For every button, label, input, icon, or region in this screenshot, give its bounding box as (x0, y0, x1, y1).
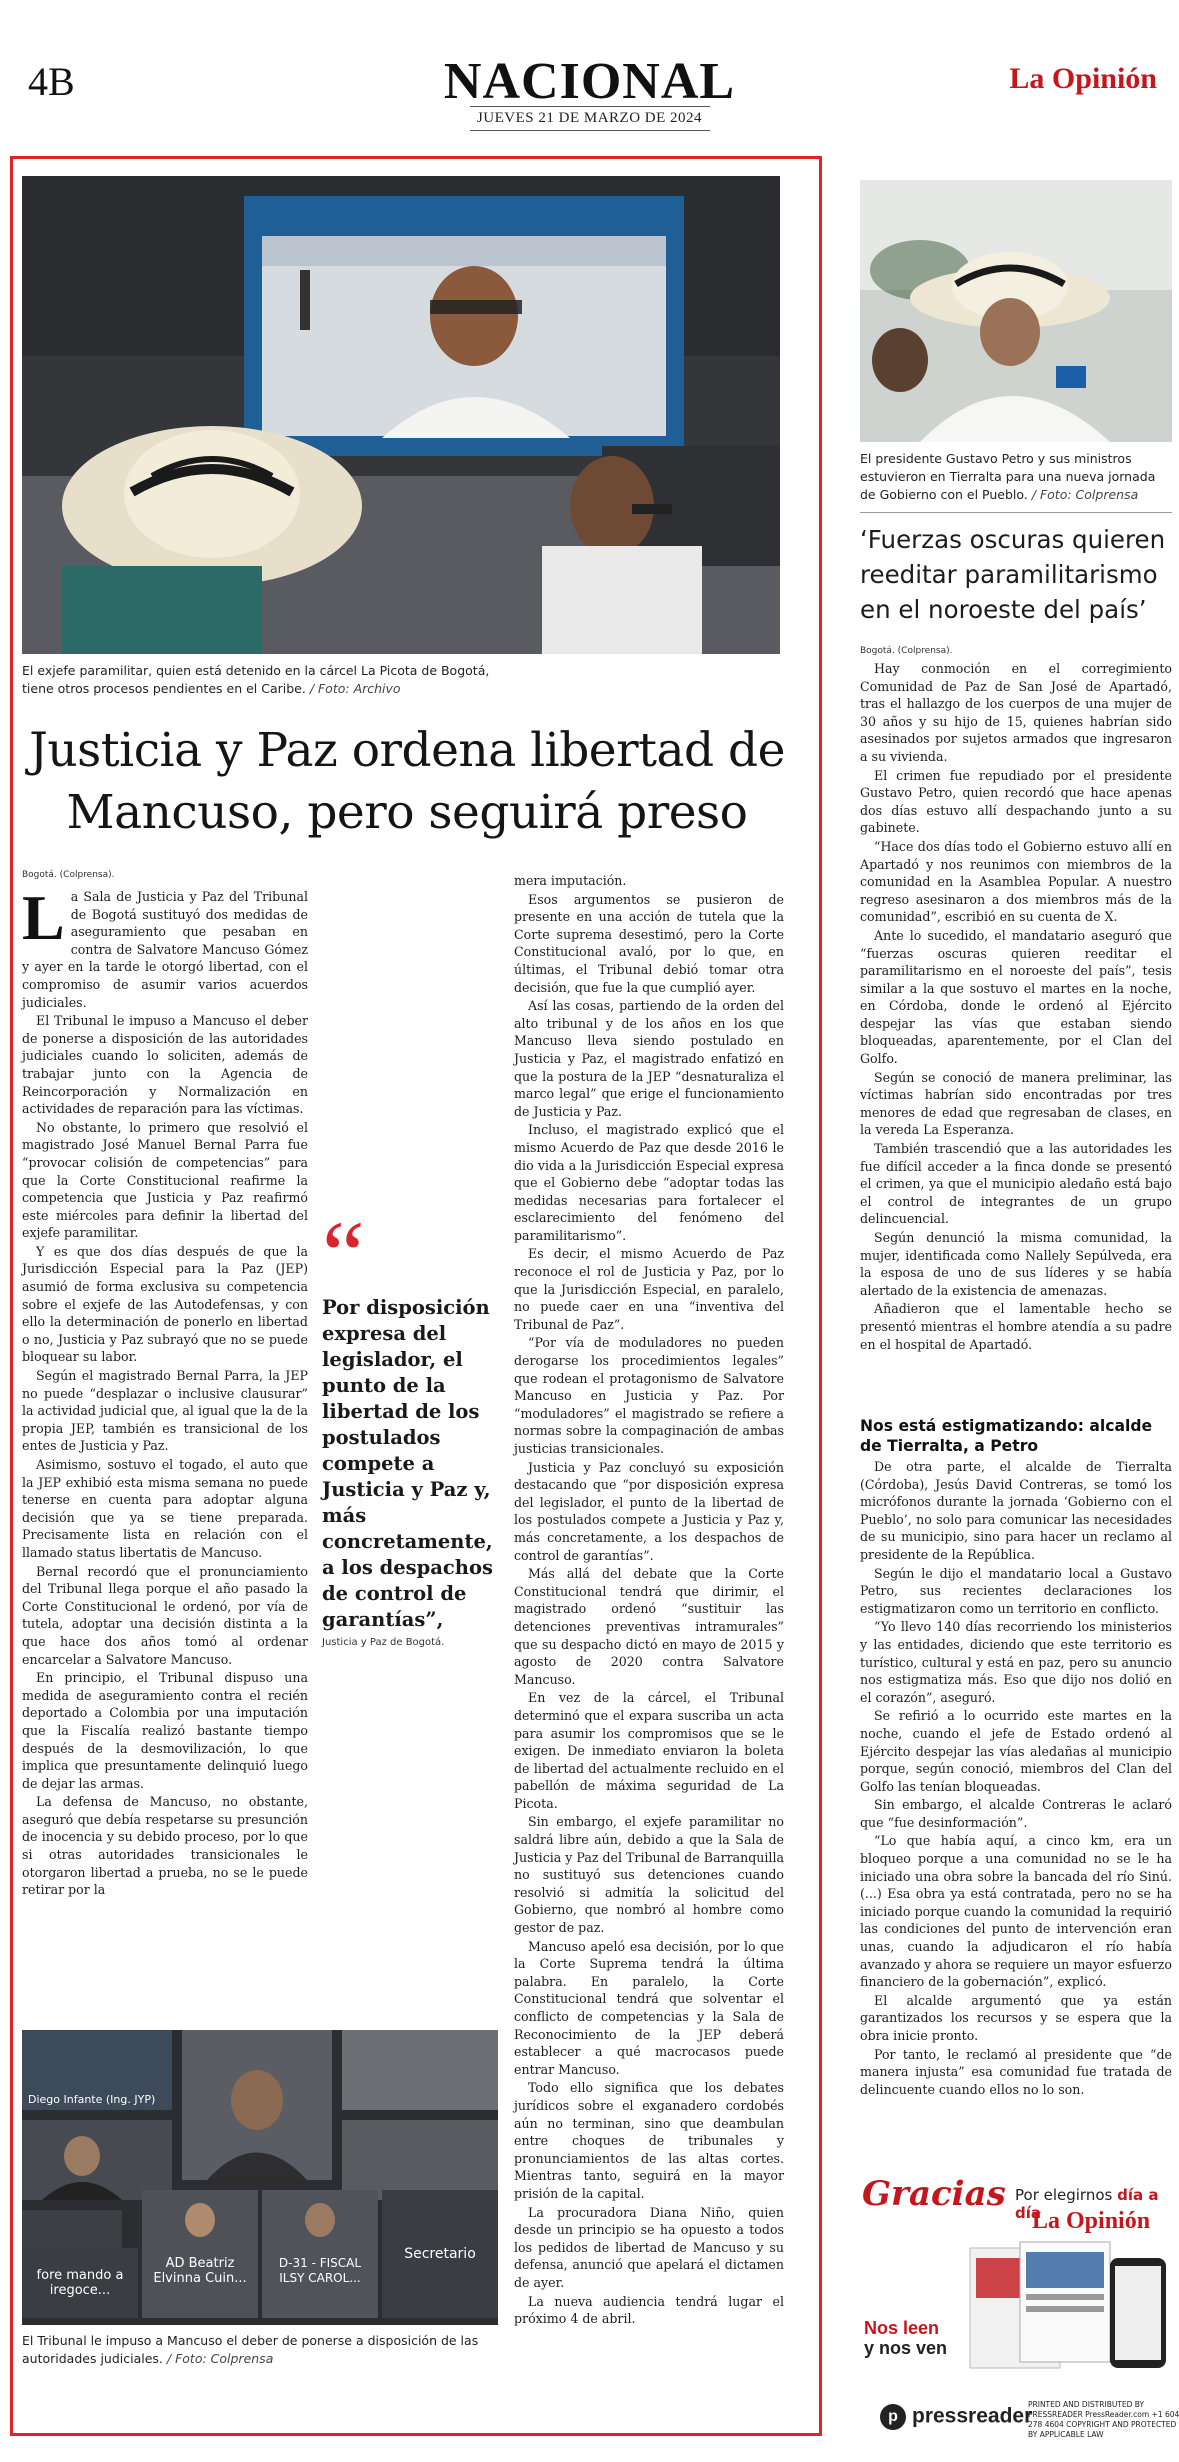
col1-p8: La defensa de Mancuso, no obstante, aseguró que debía respetarse su presunción de inocencia y su debido proceso, por lo que si otras autoridades transicionales le otorgaron libertad a prueba, no se le puede retirar por la (22, 1794, 308, 1898)
newspaper-stack-icon (960, 2238, 1175, 2374)
ad-brand: La Opinión (1032, 2208, 1151, 2234)
video-tile-name: fore mando a iregoce... (36, 2268, 124, 2298)
side-p1: El crimen fue repudiado por el presidente Gustavo Petro, quien recordó que hace apenas dos días estuvo allí despachando junto a su gabinete. (860, 767, 1172, 836)
main-column-1 (22, 882, 308, 2018)
video-tile-1 (22, 2030, 172, 2110)
col3-p13: La nueva audiencia tendrá lugar el próximo 4 de abril. (514, 2293, 784, 2327)
page-number: 4B (28, 59, 75, 104)
video-tile-10 (382, 2190, 498, 2318)
header-rule-bottom (470, 130, 710, 131)
video-photo-caption (22, 2332, 498, 2368)
side-rule-top (860, 512, 1172, 513)
courtroom-photo-illustration (22, 176, 780, 654)
video-tile-5 (342, 2120, 498, 2200)
pull-quote-text: Por disposición expresa del legislador, el punto de la libertad de los postulados compete a Justicia y Paz y, más concretamente, a los despachos de control de garantías”, (322, 1296, 493, 1631)
pull-quote-attribution: Justicia y Paz de Bogotá. (322, 1637, 445, 1648)
col3-p5: “Por vía de moduladores no pueden derogarse los procedimientos legales” que rodean el protagonismo de Salvatore Mancuso en Justicia y Paz. Por “moduladores” el magistrado se refiere a normas sobre la compaginación de ambas justicias transicionales. (514, 1335, 784, 1456)
ad-tag-b: y nos ven (864, 2338, 948, 2358)
side2-p5: “Lo que había aquí, a cinco km, era un bloqueo porque a una comunidad no se le ha iniciado una obra sobre la bancada del río Sinú. (...) Esa obra ya está contratada, pero no se ha iniciado porque cuando la comunidad la requirió las condiciones del punto de intervención eran unas, cuando la adjudicaron el río había avanzado y ahora se requiere un mayor esfuerzo financiero de la gobernación”, explicó. (860, 1833, 1172, 1990)
side-byline: Bogotá. (Colprensa). (860, 646, 953, 656)
col3-p2: Así las cosas, partiendo de la orden del alto tribunal y de los años en los que Mancuso lleva siendo postulado en Justicia y Paz, el magistrado enfatizó en que la postura de la JEP “desnaturaliza el marco legal” que erige el funcionamiento de Justicia y Paz. (514, 998, 784, 1119)
col1-p2: No obstante, lo primero que resolvió el magistrado José Manuel Bernal Parra fue “provocar colisión de competencias” para que la Corte Constitucional reafirme la competencia que Justicia y Paz reafirmó este miércoles para definir la libertad del exjefe paramilitar. (22, 1119, 308, 1241)
col1-p4: Según el magistrado Bernal Parra, la JEP no puede “desplazar o inclusive clausurar” la actividad judicial que, al igual que la de la propia JEP, también es transicional de los entes de Justicia y Paz. (22, 1368, 308, 1454)
video-tile-name: AD Beatriz Elvinna Cuin... (153, 2256, 247, 2286)
side-subheading: Nos está estigmatizando: alcalde de Tierralta, a Petro (860, 1417, 1153, 1455)
video-tile-4 (22, 2120, 172, 2200)
main-photo-caption-text: El exjefe paramilitar, quien está detenido en la cárcel La Picota de Bogotá, tiene otros procesos pendientes en el Caribe. (22, 663, 490, 696)
side2-p1: Según le dijo el mandatario local a Gustavo Petro, sus recientes declaraciones los estigmatizaron como un territorio en conflicto. (860, 1565, 1172, 1616)
col3-p10: Mancuso apeló esa decisión, por lo que la Corte Suprema tendrá la última palabra. En paralelo, la Corte Constitucional tendrá que solventar el conflicto de competencias y la Sala de Reconocimiento de la JEP deberá establecer a qué macrocasos puede entrar Mancuso. (514, 1938, 784, 2077)
lead-paragraph (22, 882, 308, 1011)
col1-p6: Bernal recordó que el pronunciamiento del Tribunal llega porque el año pasado la Corte Constitucional le ordenó, por vía de tutela, adoptar una decisión distinta a la que hace dos años tomó al ordenar encarcelar a Salvatore Mancuso. (22, 1563, 308, 1667)
brand-logo: La Opinión (1009, 62, 1157, 95)
video-tile-2 (182, 2030, 332, 2180)
side-caption-text: El presidente Gustavo Petro y sus ministros estuvieron en Tierralta para una nueva jornada de Gobierno con el Pueblo. (860, 451, 1156, 502)
pressreader-logo (880, 2404, 1032, 2430)
col1-p1: El Tribunal le impuso a Mancuso el deber de ponerse a disposición de las autoridades judiciales cuando lo soliciten, además de trabajar junto con la Agencia de Reincorporación y Normalización en actividades de reparación para las víctimas. (22, 1013, 308, 1117)
side-p4: Según se conoció de manera preliminar, las víctimas habrían sido encontradas por tres menores de edad que regresaban de clases, en la vereda La Esperanza. (860, 1069, 1172, 1138)
side-photo-caption (860, 450, 1172, 504)
col3-p9: Sin embargo, el exjefe paramilitar no saldrá libre aún, debido a que la Sala de Justicia y Paz del Tribunal de Barranquilla no sustituyó sus detenciones cuando resolvió si admitía la solicitud del Gobierno, que nombró al hombre como gestor de paz. (514, 1814, 784, 1936)
side-p3: Ante lo sucedido, el mandatario aseguró que “fuerzas oscuras quieren reeditar el paramilitarismo en el noroeste del país”, tesis similar a la que sostuvo el martes en la noche, en Córdoba, donde le ordenó al Ejército despejar las vías que estaban siendo bloqueadas, aparentemente, por el Clan del Golfo. (860, 927, 1172, 1067)
person-silhouette-icon (22, 2120, 172, 2200)
side-column-part-2 (860, 1458, 1172, 2148)
dropcap: L (22, 882, 65, 953)
side-p2: “Hace dos días todo el Gobierno estuvo allí en Apartadó y nos reunimos con miembros de la comunidad en la Asamblea Popular. A nuestro regreso asesinaron a dos miembros más de la comunidad”, escribió en su cuenta de X. (860, 838, 1172, 925)
col1-p0: a Sala de Justicia y Paz del Tribunal de Bogotá sustituyó dos medidas de aseguramiento que pesaban en contra de Salvatore Mancuso Gómez y ayer en la tarde le otorgó libertad, con el compromiso de asumir varios acuerdos judiciales. (22, 889, 308, 1010)
pull-quote (322, 1201, 494, 1648)
video-tile-3 (342, 2030, 498, 2110)
ad-line-pre: Por elegirnos (1015, 2186, 1113, 2204)
ad-tag-a: Nos leen (864, 2318, 940, 2338)
side-p0: Hay conmoción en el corregimiento Comunidad de Paz de San José de Apartadó, tras el hallazgo de los cuerpos de una mujer de 30 años y su hijo de 15, quienes habrían sido asesinados por sujetos armados que ingresaron a su vivienda. (860, 661, 1172, 764)
video-caption-text: El Tribunal le impuso a Mancuso el deber de ponerse a disposición de las autoridades judiciales. (22, 2333, 479, 2366)
video-call-photo (22, 2030, 498, 2325)
col1-p5: Asimismo, sostuvo el togado, el auto que la JEP exhibió esta misma semana no puede tenerse en cuenta para adoptar alguna decisión que ya se tiene preparada. Precisamente lista en relación con el llamado status libertatis de Mancuso. (22, 1457, 308, 1560)
col1-p7: En principio, el Tribunal dispuso una medida de aseguramiento contra el recién deportado a Colombia por una imputación que la Fiscalía realizó bastante tiempo después de la desmovilización, lo que implica que presuntamente delinquió luego de dejar las armas. (22, 1670, 308, 1791)
video-tile-9 (262, 2190, 378, 2318)
video-tile-7 (22, 2248, 138, 2318)
side2-p3: Se refirió a lo ocurrido este martes en la noche, cuando el jefe de Estado ordenó al Ejército despejar las vías aledañas al municipio porque, según conoció, miembros del Clan del Golfo las tenían bloqueadas. (860, 1708, 1172, 1794)
video-tile-name: D-31 - FISCAL ILSY CAROL... (278, 2256, 362, 2285)
main-headline: Justicia y Paz ordena libertad de Mancuso, pero seguirá preso (29, 723, 785, 840)
ad-tagline (864, 2318, 947, 2358)
col3-p7: Más allá del debate que la Corte Constitucional tendrá que dirimir, el magistrado ordenó “sustituir las detenciones preventivas intramurales” que su despacho dictó en mayo de 2015 y agosto de 2020 contra Salvatore Mancuso. (514, 1566, 784, 1687)
side-p5: También trascendió que a las autoridades les fue difícil acceder a la finca donde se presentó el crimen, ya que el municipio aledaño está bajo el control de integrantes de un grupo delincuencial. (860, 1141, 1172, 1227)
side2-p7: Por tanto, le reclamó al presidente que “de manera injusta” esa comunidad fue tratada de delincuente cuando ellos no lo son. (860, 2046, 1172, 2097)
pressreader-footer[interactable] (880, 2400, 1179, 2444)
video-photo-credit: / Foto: Colprensa (166, 2351, 274, 2366)
main-byline: Bogotá. (Colprensa). (22, 870, 115, 880)
video-tile-label: Diego Infante (Ing. JYP) (28, 2093, 156, 2106)
col3-p0: mera imputación. (514, 873, 627, 888)
side-column-part-1 (860, 660, 1172, 1410)
col3-p6: Justicia y Paz concluyó su exposición destacando que “por disposición expresa del legislador, el punto de la libertad de los postulados compete a Justicia y Paz y, más concretamente, a los despachos de control de garantías”. (514, 1459, 784, 1563)
quote-mark-icon: “ (322, 1201, 365, 1308)
la-opinion-ad[interactable] (860, 2172, 1175, 2374)
person-silhouette-icon (262, 2190, 378, 2250)
video-tile-name: Secretario (404, 2246, 476, 2262)
col3-p12: La procuradora Diana Niño, quien desde un principio se ha opuesto a todos los pedidos de libertad de Mancuso y su defensa, anunció que apelará el dictamen de ayer. (514, 2204, 784, 2290)
col3-p8: En vez de la cárcel, el Tribunal determinó que el expara suscriba un acta para asumir los compromisos que se le exigen. De inmediato enviaron la boleta de libertad del actualmente recluido en el pabellón de máxima seguridad de La Picota. (514, 1690, 784, 1811)
person-silhouette-icon (182, 2030, 332, 2180)
video-tile-8 (142, 2190, 258, 2318)
side-photo-credit: / Foto: Colprensa (1031, 487, 1139, 502)
col3-p4: Es decir, el mismo Acuerdo de Paz reconoce el rol de Justicia y Paz, por lo que la Jurisdicción Especial, en paralelo, no puede caer en una “inventiva del Tribunal de Paz”. (514, 1246, 784, 1332)
col3-p1: Esos argumentos se pusieron de presente en una acción de tutela que la Corte suprema desestimó, pero la Corte Constitucional avaló, por lo que, en últimas, el Tribunal debió tomar otra decisión, que fue la que cumplió ayer. (514, 891, 784, 995)
person-silhouette-icon (142, 2190, 258, 2250)
main-photo-credit: / Foto: Archivo (309, 681, 401, 696)
col1-p3: Y es que dos días después de que la Jurisdicción Especial para la Paz (JEP) asumió de forma exclusiva su competencia sobre el exjefe de las Autodefensas, y con ello la determinación de ponerlo en libertad o no, Justicia y Paz subrayó que no se puede bloquear su labor. (22, 1243, 308, 1365)
side-p6: Según denunció la misma comunidad, la mujer, identificada como Nallely Sepúlveda, era la esposa de uno de sus líderes y se había alertado de la existencia de amenazas. (860, 1230, 1172, 1298)
pressreader-logo-icon: p (880, 2404, 906, 2430)
col3-p11: Todo ello significa que los debates jurídicos sobre el exganadero cordobés aún no terminan, sino que deambulan entre choques de tribunales y pronunciamientos de las altas cortes. Mientras tanto, seguirá en la mayor prisión de la capital. (514, 2080, 784, 2201)
main-article-photo (22, 176, 780, 654)
col3-p3: Incluso, el magistrado explicó que el mismo Acuerdo de Paz que desde 2016 le dio vida a la Jurisdicción Especial expresa que el Gobierno debe “adoptar todas las medidas necesarias para fortalecer el esclarecimiento del fenómeno del paramilitarismo”. (514, 1122, 784, 1243)
pressreader-note: PRINTED AND DISTRIBUTED BY PRESSREADER PressReader.com +1 604 278 4604 COPYRIGHT AND PROTECTED BY APPLICABLE LAW (1028, 2400, 1179, 2439)
section-date: JUEVES 21 DE MARZO DE 2024 (476, 110, 703, 126)
main-photo-caption (22, 662, 502, 698)
section-title: NACIONAL (443, 53, 736, 110)
side2-p6: El alcalde argumentó que ya están garantizados los recursos y se espera que la obra inicie pronto. (860, 1992, 1172, 2043)
petro-photo-illustration (860, 180, 1172, 442)
main-column-3 (514, 872, 784, 2372)
side2-p4: Sin embargo, el alcalde Contreras le aclaró que “fue desinformación”. (860, 1797, 1172, 1830)
side-headline: ‘Fuerzas oscuras quieren reeditar paramilitarismo en el noroeste del país’ (860, 525, 1166, 624)
ad-line-accent: día a día (1015, 2186, 1159, 2222)
side2-p0: De otra parte, el alcalde de Tierralta (Córdoba), Jesús David Contreras, se tomó los micrófonos durante la jornada ‘Gobierno con el Pueblo’, no solo para comunicar las necesidades de su municipio, sino para hacer un reclamo al presidente de la República. (860, 1459, 1172, 1562)
ad-gracias: Gracias (862, 2174, 1006, 2214)
side-p7: Añadieron que el lamentable hecho se presentó mientras el hombre atendía a su padre en el hospital de Apartadó. (860, 1301, 1172, 1352)
side2-p2: “Yo llevo 140 días recorriendo los ministerios y las entidades, diciendo que este territorio es turístico, cultural y está en paz, pero su anuncio nos estigmatiza más. Eso que dijo nos dolió en el corazón”, aseguró. (860, 1619, 1172, 1705)
side-article-photo (860, 180, 1172, 442)
pressreader-logo-text: pressreader (912, 2404, 1033, 2428)
